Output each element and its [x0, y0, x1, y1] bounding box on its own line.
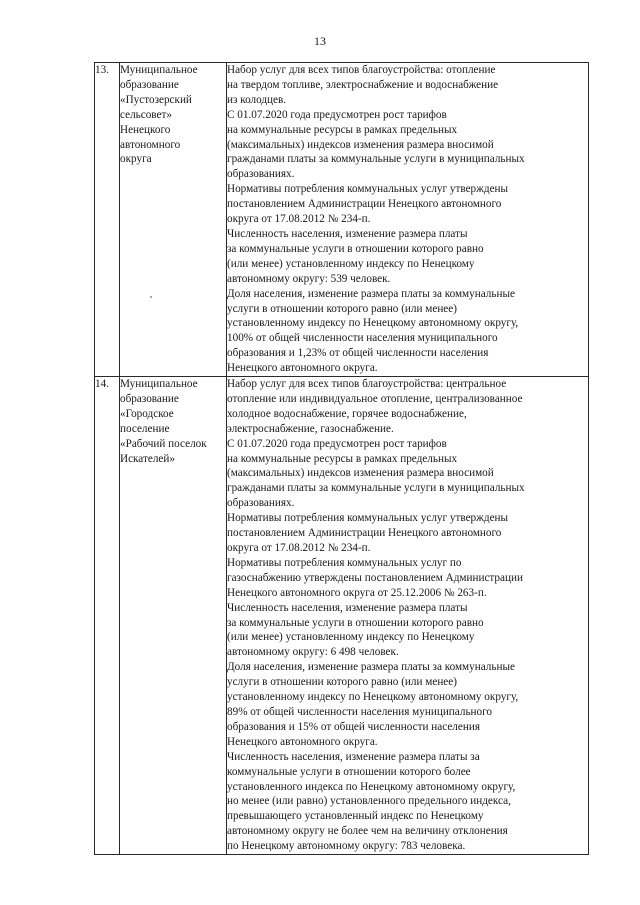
table-row	[95, 63, 589, 377]
service-description-line: на коммунальные ресурсы в рамках предельных	[227, 123, 458, 136]
municipality-name-line: Ненецкого	[120, 123, 171, 136]
service-description-line: автономному округу: 6 498 человек.	[227, 646, 399, 659]
service-description-line: установленному индексу по Ненецкому автономному округу,	[227, 691, 519, 704]
municipality-name-line: «Пустозерский	[120, 93, 192, 106]
service-description-line: постановлением Администрации Ненецкого автономного	[227, 198, 502, 211]
service-description-line: Доля населения, изменение размера платы за коммунальные	[227, 287, 515, 300]
service-description-line: постановлением Администрации Ненецкого автономного	[227, 527, 502, 540]
service-description-line: электроснабжение, газоснабжение.	[227, 422, 394, 435]
municipality-name-line: автономного	[120, 138, 181, 151]
service-description-line: Нормативы потребления коммунальных услуг утверждены	[227, 512, 509, 525]
service-description-line: за коммунальные услуги в отношении которого равно	[227, 242, 484, 255]
service-description-line: образованиях.	[227, 168, 295, 181]
municipality-name-cell	[120, 377, 227, 855]
service-description-line: на твердом топливе, электроснабжение и водоснабжение	[227, 78, 499, 91]
municipality-name-line: поселение	[120, 422, 170, 435]
municipality-name-line: образование	[120, 78, 179, 91]
service-description-line: за коммунальные услуги в отношении которого равно	[227, 616, 484, 629]
service-description-line: установленного индекса по Ненецкому автономному округу,	[227, 780, 516, 793]
service-description-line: (максимальных) индексов изменения размера вносимой	[227, 138, 494, 151]
municipality-name-line: образование	[120, 392, 179, 405]
service-description-line: автономному округу: 539 человек.	[227, 272, 391, 285]
table-row	[95, 377, 589, 855]
service-description-line: С 01.07.2020 года предусмотрен рост тарифов	[227, 437, 447, 450]
row-number: 14.	[95, 378, 109, 391]
service-description-line: гражданами платы за коммунальные услуги в муниципальных	[227, 153, 525, 166]
service-description-line: образованиях.	[227, 497, 295, 510]
scan-speck	[150, 296, 152, 298]
service-description-line: холодное водоснабжение, горячее водоснабжение,	[227, 407, 467, 420]
service-description-line: округа от 17.08.2012 № 234-п.	[227, 542, 371, 554]
service-description-line: (или менее) установленному индексу по Ненецкому	[227, 257, 475, 270]
service-description-line: Доля населения, изменение размера платы за коммунальные	[227, 661, 515, 674]
service-description-line: 100% от общей численности населения муниципального	[227, 332, 498, 345]
municipality-name-line: Муниципальное	[120, 64, 198, 76]
service-description-line: (или менее) установленному индексу по Ненецкому	[227, 631, 475, 644]
municipality-name-line: Муниципальное	[120, 378, 198, 391]
service-description-line: на коммунальные ресурсы в рамках предельных	[227, 452, 458, 465]
service-description-line: (максимальных) индексов изменения размера вносимой	[227, 467, 494, 480]
service-description-line: коммунальные услуги в отношении которого более	[227, 765, 471, 778]
page-number: 13	[314, 34, 326, 48]
municipality-name-line: «Рабочий поселок	[120, 437, 207, 450]
tariff-table	[94, 62, 589, 855]
service-description-line: Набор услуг для всех типов благоустройства: центральное	[227, 378, 507, 391]
municipality-name-line: сельсовет»	[120, 108, 172, 121]
service-description-line: по Ненецкому автономному округу: 783 человека.	[227, 840, 466, 853]
service-description-cell	[227, 377, 589, 855]
service-description-line: из колодцев.	[227, 93, 287, 106]
service-description-line: газоснабжению утверждены постановлением Администрации	[227, 571, 523, 584]
row-number: 13.	[95, 64, 109, 76]
service-description-line: Численность населения, изменение размера платы за	[227, 750, 480, 763]
service-description-line: образования и 1,23% от общей численности населения	[227, 347, 489, 360]
municipality-name-line: «Городское	[120, 407, 174, 420]
service-description-line: гражданами платы за коммунальные услуги в муниципальных	[227, 482, 525, 495]
service-description-line: Ненецкого автономного округа от 25.12.2006 № 263-п.	[227, 586, 487, 599]
service-description-line: Нормативы потребления коммунальных услуг по	[227, 556, 462, 569]
municipality-name-cell	[120, 63, 227, 377]
service-description-line: превышающего установленный индекс по Ненецкому	[227, 810, 484, 823]
service-description-line: автономному округу не более чем на величину отклонения	[227, 825, 508, 838]
table-body	[95, 63, 589, 855]
service-description-line: Ненецкого автономного округа.	[227, 735, 378, 748]
service-description-line: Численность населения, изменение размера платы	[227, 601, 468, 614]
municipality-name-line: округа	[120, 153, 152, 166]
service-description-line: образования и 15% от общей численности населения	[227, 720, 480, 733]
service-description-cell	[227, 63, 589, 377]
service-description-line: услуги в отношении которого равно (или менее)	[227, 302, 457, 315]
row-number-cell	[95, 63, 120, 377]
service-description-line: округа от 17.08.2012 № 234-п.	[227, 213, 371, 226]
service-description-line: Набор услуг для всех типов благоустройства: отопление	[227, 64, 496, 76]
service-description-line: установленному индексу по Ненецкому автономному округу,	[227, 317, 519, 330]
service-description-line: Нормативы потребления коммунальных услуг утверждены	[227, 183, 509, 196]
service-description-line: отопление или индивидуальное отопление, централизованное	[227, 392, 523, 405]
service-description-line: услуги в отношении которого равно (или менее)	[227, 676, 457, 689]
service-description-line: Численность населения, изменение размера платы	[227, 227, 468, 240]
service-description-line: С 01.07.2020 года предусмотрен рост тарифов	[227, 108, 447, 121]
service-description-line: 89% от общей численности населения муниципального	[227, 705, 493, 718]
row-number-cell	[95, 377, 120, 855]
service-description-line: Ненецкого автономного округа.	[227, 362, 378, 375]
service-description-line: но менее (или равно) установленного предельного индекса,	[227, 795, 511, 808]
municipality-name-line: Искателей»	[120, 452, 175, 465]
